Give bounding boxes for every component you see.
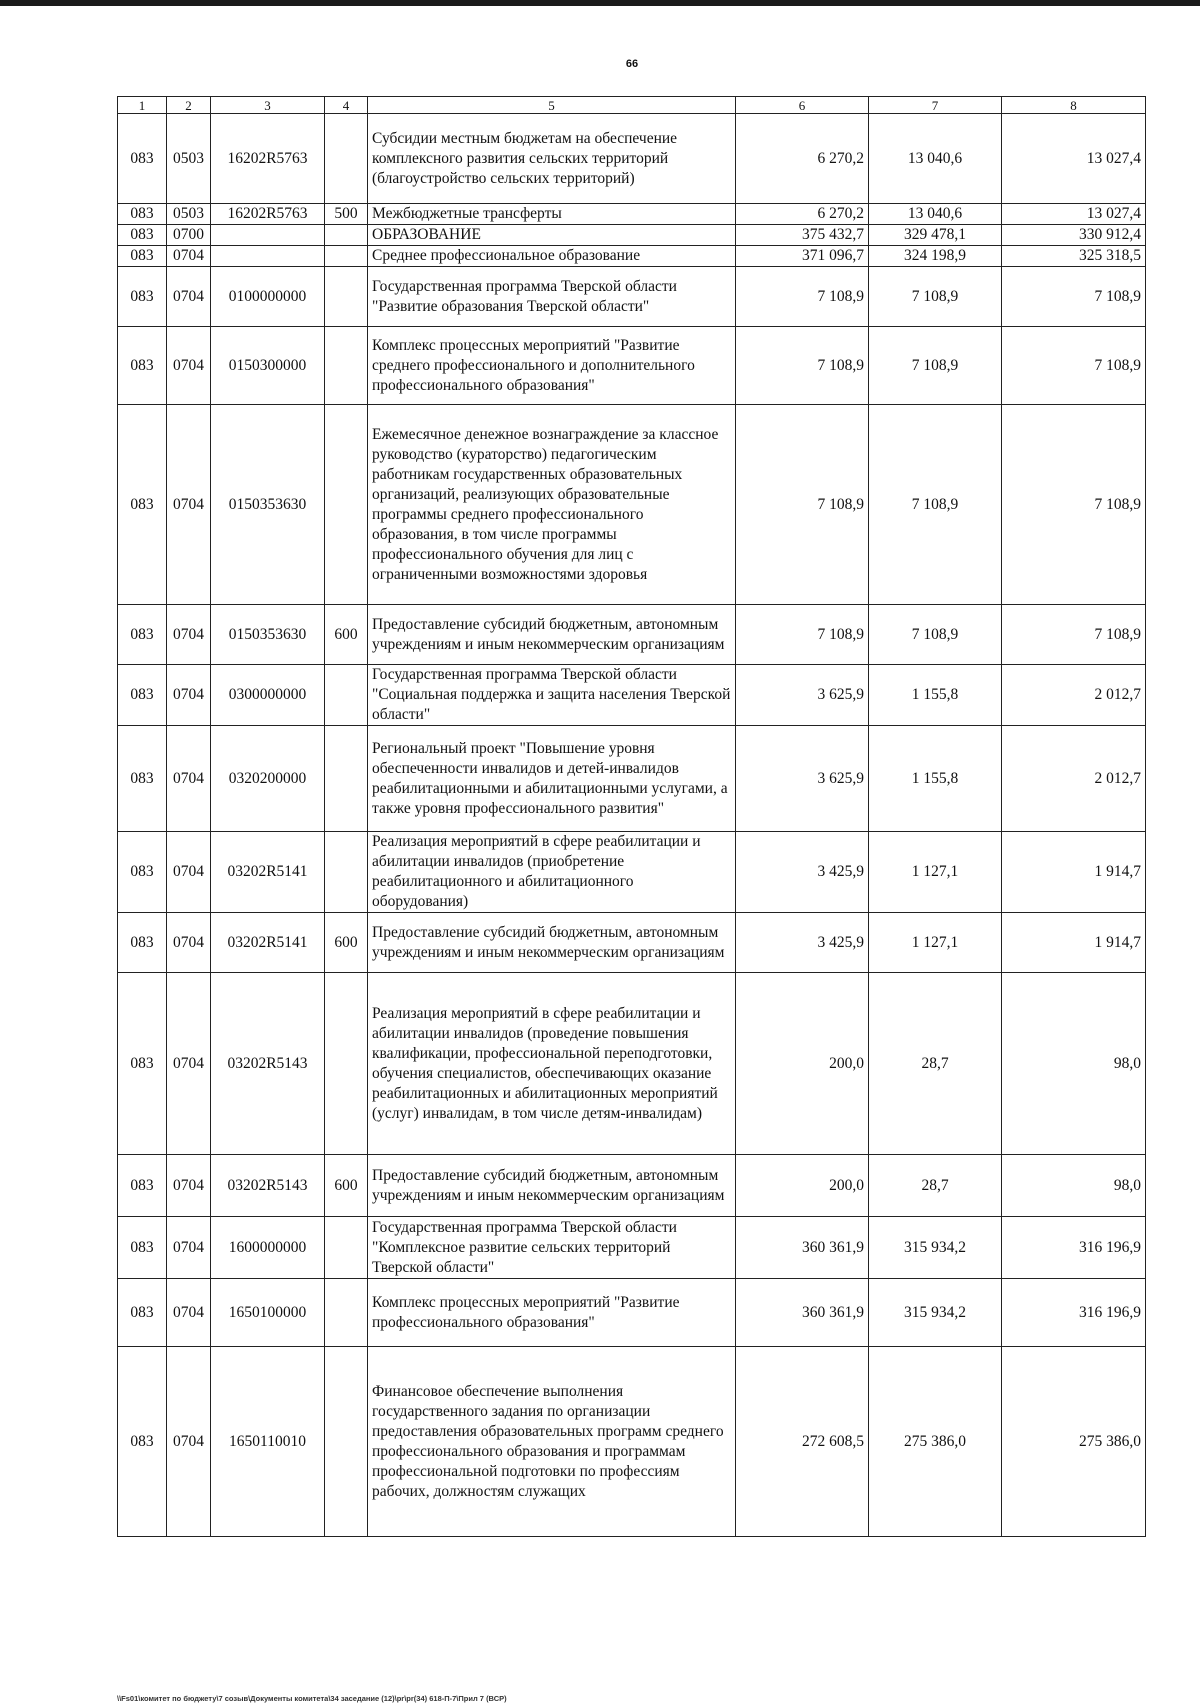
cell-col-2: 0704 [167,1347,211,1537]
cell-col-4 [325,246,368,267]
cell-col-5: Субсидии местным бюджетам на обеспечение комплексного развития сельских территорий (благоустройство сельских территорий) [368,114,736,204]
table-row [118,114,1146,204]
cell-col-1: 083 [118,1217,167,1279]
cell-col-5: Региональный проект "Повышение уровня обеспеченности инвалидов и детей-инвалидов реабилитационными и абилитационными услугами, а также уровня профессионального развития" [368,726,736,832]
cell-col-4 [325,1347,368,1537]
table-row [118,973,1146,1155]
col-header-3: 3 [211,97,325,114]
cell-col-4 [325,405,368,605]
table-row [118,665,1146,726]
cell-col-8: 316 196,9 [1002,1217,1146,1279]
cell-col-3: 16202R5763 [211,114,325,204]
cell-col-1: 083 [118,605,167,665]
cell-col-7: 315 934,2 [869,1217,1002,1279]
cell-col-3: 1650110010 [211,1347,325,1537]
cell-col-7: 315 934,2 [869,1279,1002,1347]
cell-col-3: 03202R5141 [211,913,325,973]
cell-col-3: 0320200000 [211,726,325,832]
header-row [118,97,1146,114]
cell-col-3 [211,225,325,246]
table-row [118,405,1146,605]
table-row [118,267,1146,327]
table-row [118,1217,1146,1279]
cell-col-6: 200,0 [736,1155,869,1217]
cell-col-3: 1650100000 [211,1279,325,1347]
table-body [118,114,1146,1537]
cell-col-1: 083 [118,1155,167,1217]
cell-col-6: 7 108,9 [736,327,869,405]
cell-col-8: 1 914,7 [1002,832,1146,913]
cell-col-5: Предоставление субсидий бюджетным, автономным учреждениям и иным некоммерческим организациям [368,1155,736,1217]
budget-table [117,96,1146,1537]
cell-col-1: 083 [118,665,167,726]
cell-col-5: Государственная программа Тверской области "Комплексное развитие сельских территорий Тверской области" [368,1217,736,1279]
cell-col-2: 0704 [167,913,211,973]
cell-col-5: Государственная программа Тверской области "Социальная поддержка и защита населения Тверской области" [368,665,736,726]
cell-col-5: Среднее профессиональное образование [368,246,736,267]
table-row [118,327,1146,405]
cell-col-6: 200,0 [736,973,869,1155]
cell-col-8: 2 012,7 [1002,726,1146,832]
cell-col-6: 272 608,5 [736,1347,869,1537]
cell-col-2: 0704 [167,267,211,327]
cell-col-5: Ежемесячное денежное вознаграждение за классное руководство (кураторство) педагогическим работникам государственных образовательных организаций, реализующих образовательные программы среднего профессионального образования, в том числе программы профессионального обучения для лиц с ограниченными возможностями здоровья [368,405,736,605]
cell-col-1: 083 [118,1347,167,1537]
cell-col-8: 316 196,9 [1002,1279,1146,1347]
cell-col-1: 083 [118,913,167,973]
cell-col-8: 275 386,0 [1002,1347,1146,1537]
cell-col-6: 360 361,9 [736,1217,869,1279]
cell-col-7: 7 108,9 [869,327,1002,405]
cell-col-1: 083 [118,204,167,225]
cell-col-4 [325,973,368,1155]
cell-col-8: 1 914,7 [1002,913,1146,973]
col-header-5: 5 [368,97,736,114]
cell-col-1: 083 [118,267,167,327]
cell-col-5: Финансовое обеспечение выполнения государственного задания по организации предоставления образовательных программ среднего профессионального образования и программам профессиональной подготовки по профессиям рабочих, должностям служащих [368,1347,736,1537]
cell-col-7: 7 108,9 [869,267,1002,327]
cell-col-3: 0100000000 [211,267,325,327]
cell-col-2: 0704 [167,832,211,913]
cell-col-3: 0150300000 [211,327,325,405]
cell-col-1: 083 [118,114,167,204]
table-row [118,913,1146,973]
cell-col-7: 275 386,0 [869,1347,1002,1537]
cell-col-6: 360 361,9 [736,1279,869,1347]
table-row [118,1347,1146,1537]
cell-col-3: 1600000000 [211,1217,325,1279]
cell-col-1: 083 [118,405,167,605]
cell-col-2: 0704 [167,973,211,1155]
cell-col-1: 083 [118,327,167,405]
cell-col-8: 7 108,9 [1002,605,1146,665]
table-row [118,726,1146,832]
cell-col-2: 0704 [167,1217,211,1279]
cell-col-4 [325,114,368,204]
cell-col-2: 0704 [167,726,211,832]
cell-col-2: 0704 [167,246,211,267]
cell-col-6: 3 625,9 [736,665,869,726]
cell-col-7: 7 108,9 [869,405,1002,605]
cell-col-3: 0150353630 [211,405,325,605]
table-row [118,832,1146,913]
cell-col-7: 1 127,1 [869,832,1002,913]
cell-col-2: 0503 [167,114,211,204]
col-header-8: 8 [1002,97,1146,114]
cell-col-4: 600 [325,913,368,973]
cell-col-7: 13 040,6 [869,204,1002,225]
cell-col-6: 371 096,7 [736,246,869,267]
cell-col-8: 7 108,9 [1002,327,1146,405]
table-row [118,1279,1146,1347]
cell-col-3: 03202R5143 [211,973,325,1155]
cell-col-5: ОБРАЗОВАНИЕ [368,225,736,246]
cell-col-4 [325,267,368,327]
cell-col-7: 1 155,8 [869,726,1002,832]
cell-col-8: 13 027,4 [1002,204,1146,225]
cell-col-8: 13 027,4 [1002,114,1146,204]
cell-col-3: 0300000000 [211,665,325,726]
cell-col-1: 083 [118,225,167,246]
cell-col-2: 0704 [167,327,211,405]
cell-col-2: 0704 [167,1279,211,1347]
table-row [118,204,1146,225]
cell-col-4 [325,1217,368,1279]
cell-col-7: 28,7 [869,973,1002,1155]
cell-col-7: 1 127,1 [869,913,1002,973]
col-header-7: 7 [869,97,1002,114]
cell-col-7: 13 040,6 [869,114,1002,204]
cell-col-5: Государственная программа Тверской области "Развитие образования Тверской области" [368,267,736,327]
cell-col-3: 16202R5763 [211,204,325,225]
table-row [118,246,1146,267]
table-row [118,1155,1146,1217]
cell-col-8: 98,0 [1002,1155,1146,1217]
cell-col-5: Межбюджетные трансферты [368,204,736,225]
top-rule [0,0,1200,6]
cell-col-4 [325,327,368,405]
col-header-1: 1 [118,97,167,114]
cell-col-8: 330 912,4 [1002,225,1146,246]
cell-col-1: 083 [118,832,167,913]
cell-col-7: 324 198,9 [869,246,1002,267]
table-row [118,225,1146,246]
cell-col-2: 0700 [167,225,211,246]
cell-col-1: 083 [118,246,167,267]
cell-col-8: 2 012,7 [1002,665,1146,726]
table-row [118,605,1146,665]
cell-col-3 [211,246,325,267]
cell-col-5: Комплекс процессных мероприятий "Развитие среднего профессионального и дополнительного профессионального образования" [368,327,736,405]
cell-col-1: 083 [118,973,167,1155]
cell-col-4 [325,832,368,913]
cell-col-8: 98,0 [1002,973,1146,1155]
cell-col-3: 03202R5141 [211,832,325,913]
col-header-6: 6 [736,97,869,114]
cell-col-2: 0704 [167,605,211,665]
cell-col-4 [325,665,368,726]
cell-col-8: 325 318,5 [1002,246,1146,267]
cell-col-2: 0704 [167,1155,211,1217]
cell-col-3: 0150353630 [211,605,325,665]
cell-col-4: 500 [325,204,368,225]
cell-col-8: 7 108,9 [1002,267,1146,327]
cell-col-5: Реализация мероприятий в сфере реабилитации и абилитации инвалидов (приобретение реабилитационного и абилитационного оборудования) [368,832,736,913]
cell-col-1: 083 [118,726,167,832]
col-header-2: 2 [167,97,211,114]
cell-col-6: 6 270,2 [736,204,869,225]
cell-col-6: 7 108,9 [736,605,869,665]
cell-col-8: 7 108,9 [1002,405,1146,605]
cell-col-7: 329 478,1 [869,225,1002,246]
cell-col-2: 0503 [167,204,211,225]
cell-col-6: 7 108,9 [736,405,869,605]
cell-col-7: 28,7 [869,1155,1002,1217]
cell-col-4 [325,1279,368,1347]
cell-col-5: Реализация мероприятий в сфере реабилитации и абилитации инвалидов (проведение повышения квалификации, профессиональной переподготовки, обучения специалистов, обеспечивающих оказание реабилитационных и абилитационных мероприятий (услуг) инвалидам, в том числе детям-инвалидам) [368,973,736,1155]
cell-col-4: 600 [325,1155,368,1217]
cell-col-7: 1 155,8 [869,665,1002,726]
footer-path: \\Fs01\комитет по бюджету\7 созыв\Документы комитета\34 заседание (12)\pr\pr(34) 618-П-7\Прил 7 (ВСР) [117,1694,507,1703]
cell-col-6: 3 425,9 [736,832,869,913]
cell-col-6: 375 432,7 [736,225,869,246]
cell-col-5: Предоставление субсидий бюджетным, автономным учреждениям и иным некоммерческим организациям [368,913,736,973]
cell-col-4 [325,225,368,246]
cell-col-2: 0704 [167,665,211,726]
page-number: 66 [625,58,639,70]
cell-col-5: Предоставление субсидий бюджетным, автономным учреждениям и иным некоммерческим организациям [368,605,736,665]
cell-col-4: 600 [325,605,368,665]
cell-col-4 [325,726,368,832]
cell-col-6: 7 108,9 [736,267,869,327]
col-header-4: 4 [325,97,368,114]
cell-col-6: 6 270,2 [736,114,869,204]
cell-col-6: 3 425,9 [736,913,869,973]
cell-col-7: 7 108,9 [869,605,1002,665]
cell-col-6: 3 625,9 [736,726,869,832]
cell-col-5: Комплекс процессных мероприятий "Развитие профессионального образования" [368,1279,736,1347]
cell-col-3: 03202R5143 [211,1155,325,1217]
cell-col-2: 0704 [167,405,211,605]
cell-col-1: 083 [118,1279,167,1347]
